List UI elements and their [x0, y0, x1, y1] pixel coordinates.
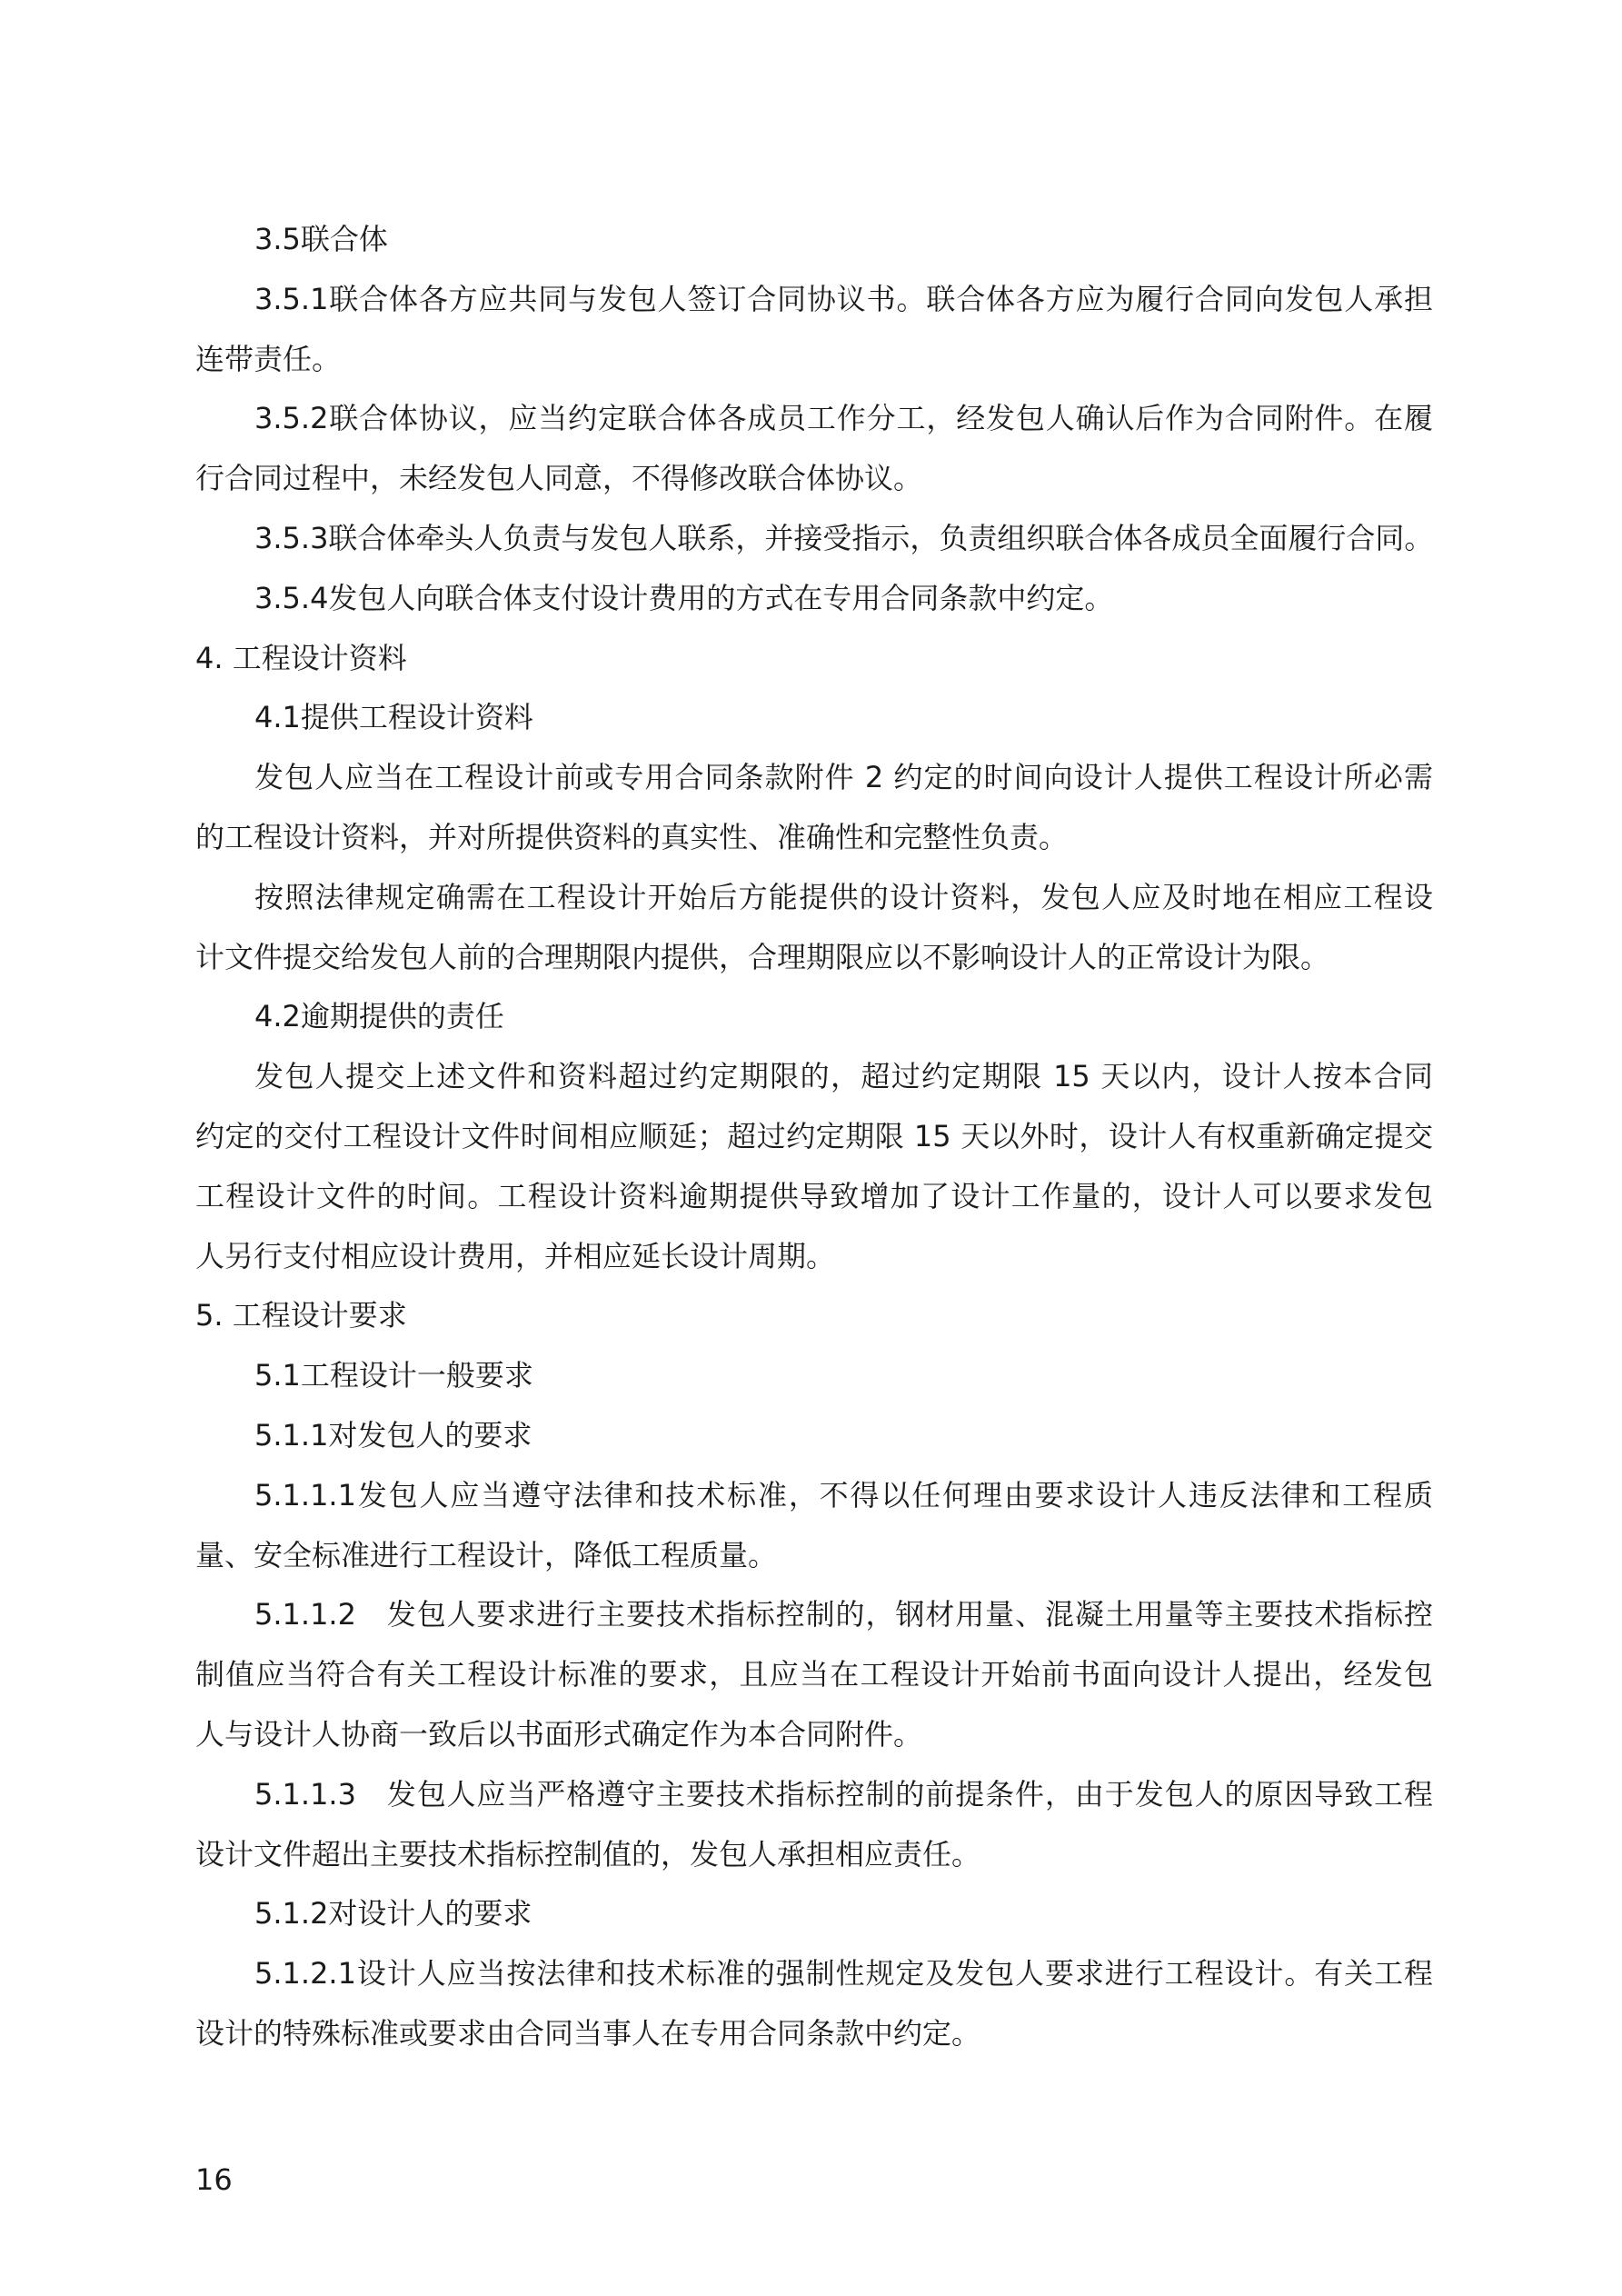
text-line: 4. 工程设计资料 [195, 640, 407, 675]
paragraph [195, 1466, 1433, 1586]
text-line: 5. 工程设计要求 [195, 1298, 407, 1333]
paragraph [195, 1944, 1433, 2064]
text-line: 3.5.3联合体牵头人负责与发包人联系，并接受指示，负责组织联合体各成员全面履行合同。 [254, 520, 1434, 555]
text-line: 3.5.4发包人向联合体支付设计费用的方式在专用合同条款中约定。 [254, 580, 1114, 615]
text-line: 5.1.1.2 发包人要求进行主要技术指标控制的，钢材用量、混凝土用量等主要技术指标控 [254, 1597, 1433, 1632]
text-line: 人与设计人协商一致后以书面形式确定作为本合同附件。 [195, 1716, 923, 1752]
text-line: 计文件提交给发包人前的合理期限内提供，合理期限应以不影响设计人的正常设计为限。 [195, 939, 1330, 974]
text-line: 5.1工程设计一般要求 [254, 1358, 533, 1393]
text-line: 发包人应当在工程设计前或专用合同条款附件 2 约定的时间向设计人提供工程设计所必需 [254, 760, 1433, 795]
paragraph [195, 688, 1433, 748]
paragraph [195, 569, 1433, 629]
paragraph [195, 1765, 1433, 1885]
text-line: 3.5.2联合体协议，应当约定联合体各成员工作分工，经发包人确认后作为合同附件。在履 [254, 401, 1433, 436]
text-line: 制值应当符合有关工程设计标准的要求，且应当在工程设计开始前书面向设计人提出，经发包 [195, 1657, 1433, 1692]
text-line: 4.2逾期提供的责任 [254, 999, 504, 1034]
page-number: 16 [195, 2162, 233, 2197]
text-line: 约定的交付工程设计文件时间相应顺延；超过约定期限 15 天以外时，设计人有权重新确定提交 [195, 1118, 1433, 1153]
paragraph [195, 389, 1433, 509]
section-heading [195, 1286, 1433, 1346]
paragraph [195, 1406, 1433, 1466]
text-line: 按照法律规定确需在工程设计开始后方能提供的设计资料，发包人应及时地在相应工程设 [254, 879, 1433, 914]
text-line: 连带责任。 [195, 341, 342, 376]
text-line: 3.5.1联合体各方应共同与发包人签订合同协议书。联合体各方应为履行合同向发包人承担 [254, 281, 1433, 316]
paragraph [195, 987, 1433, 1047]
paragraph [195, 748, 1433, 868]
text-line: 5.1.2.1设计人应当按法律和技术标准的强制性规定及发包人要求进行工程设计。有关工程 [254, 1956, 1433, 1992]
text-line: 5.1.1.1发包人应当遵守法律和技术标准，不得以任何理由要求设计人违反法律和工程质 [254, 1477, 1433, 1512]
paragraph [195, 1884, 1433, 1944]
document-body [195, 210, 1433, 2064]
text-line: 3.5联合体 [254, 222, 388, 256]
text-line: 发包人提交上述文件和资料超过约定期限的，超过约定期限 15 天以内，设计人按本合同 [254, 1059, 1433, 1094]
paragraph [195, 509, 1433, 569]
text-line: 5.1.1对发包人的要求 [254, 1417, 532, 1452]
text-line: 4.1提供工程设计资料 [254, 700, 533, 735]
text-line: 行合同过程中，未经发包人同意，不得修改联合体协议。 [195, 461, 923, 496]
paragraph [195, 270, 1433, 390]
text-line: 5.1.1.3 发包人应当严格遵守主要技术指标控制的前提条件，由于发包人的原因导致工程 [254, 1776, 1433, 1812]
text-line: 5.1.2对设计人的要求 [254, 1896, 532, 1932]
text-line: 工程设计文件的时间。工程设计资料逾期提供导致增加了设计工作量的，设计人可以要求发包 [195, 1178, 1433, 1213]
text-line: 设计文件超出主要技术指标控制值的，发包人承担相应责任。 [195, 1836, 981, 1872]
text-line: 人另行支付相应设计费用，并相应延长设计周期。 [195, 1238, 836, 1273]
text-line: 的工程设计资料，并对所提供资料的真实性、准确性和完整性负责。 [195, 819, 1069, 854]
text-line: 量、安全标准进行工程设计，降低工程质量。 [195, 1537, 778, 1572]
paragraph [195, 210, 1433, 270]
paragraph [195, 1346, 1433, 1406]
paragraph [195, 868, 1433, 988]
text-line: 设计的特殊标准或要求由合同当事人在专用合同条款中约定。 [195, 2015, 981, 2051]
paragraph [195, 1585, 1433, 1764]
paragraph [195, 1047, 1433, 1286]
section-heading [195, 629, 1433, 689]
